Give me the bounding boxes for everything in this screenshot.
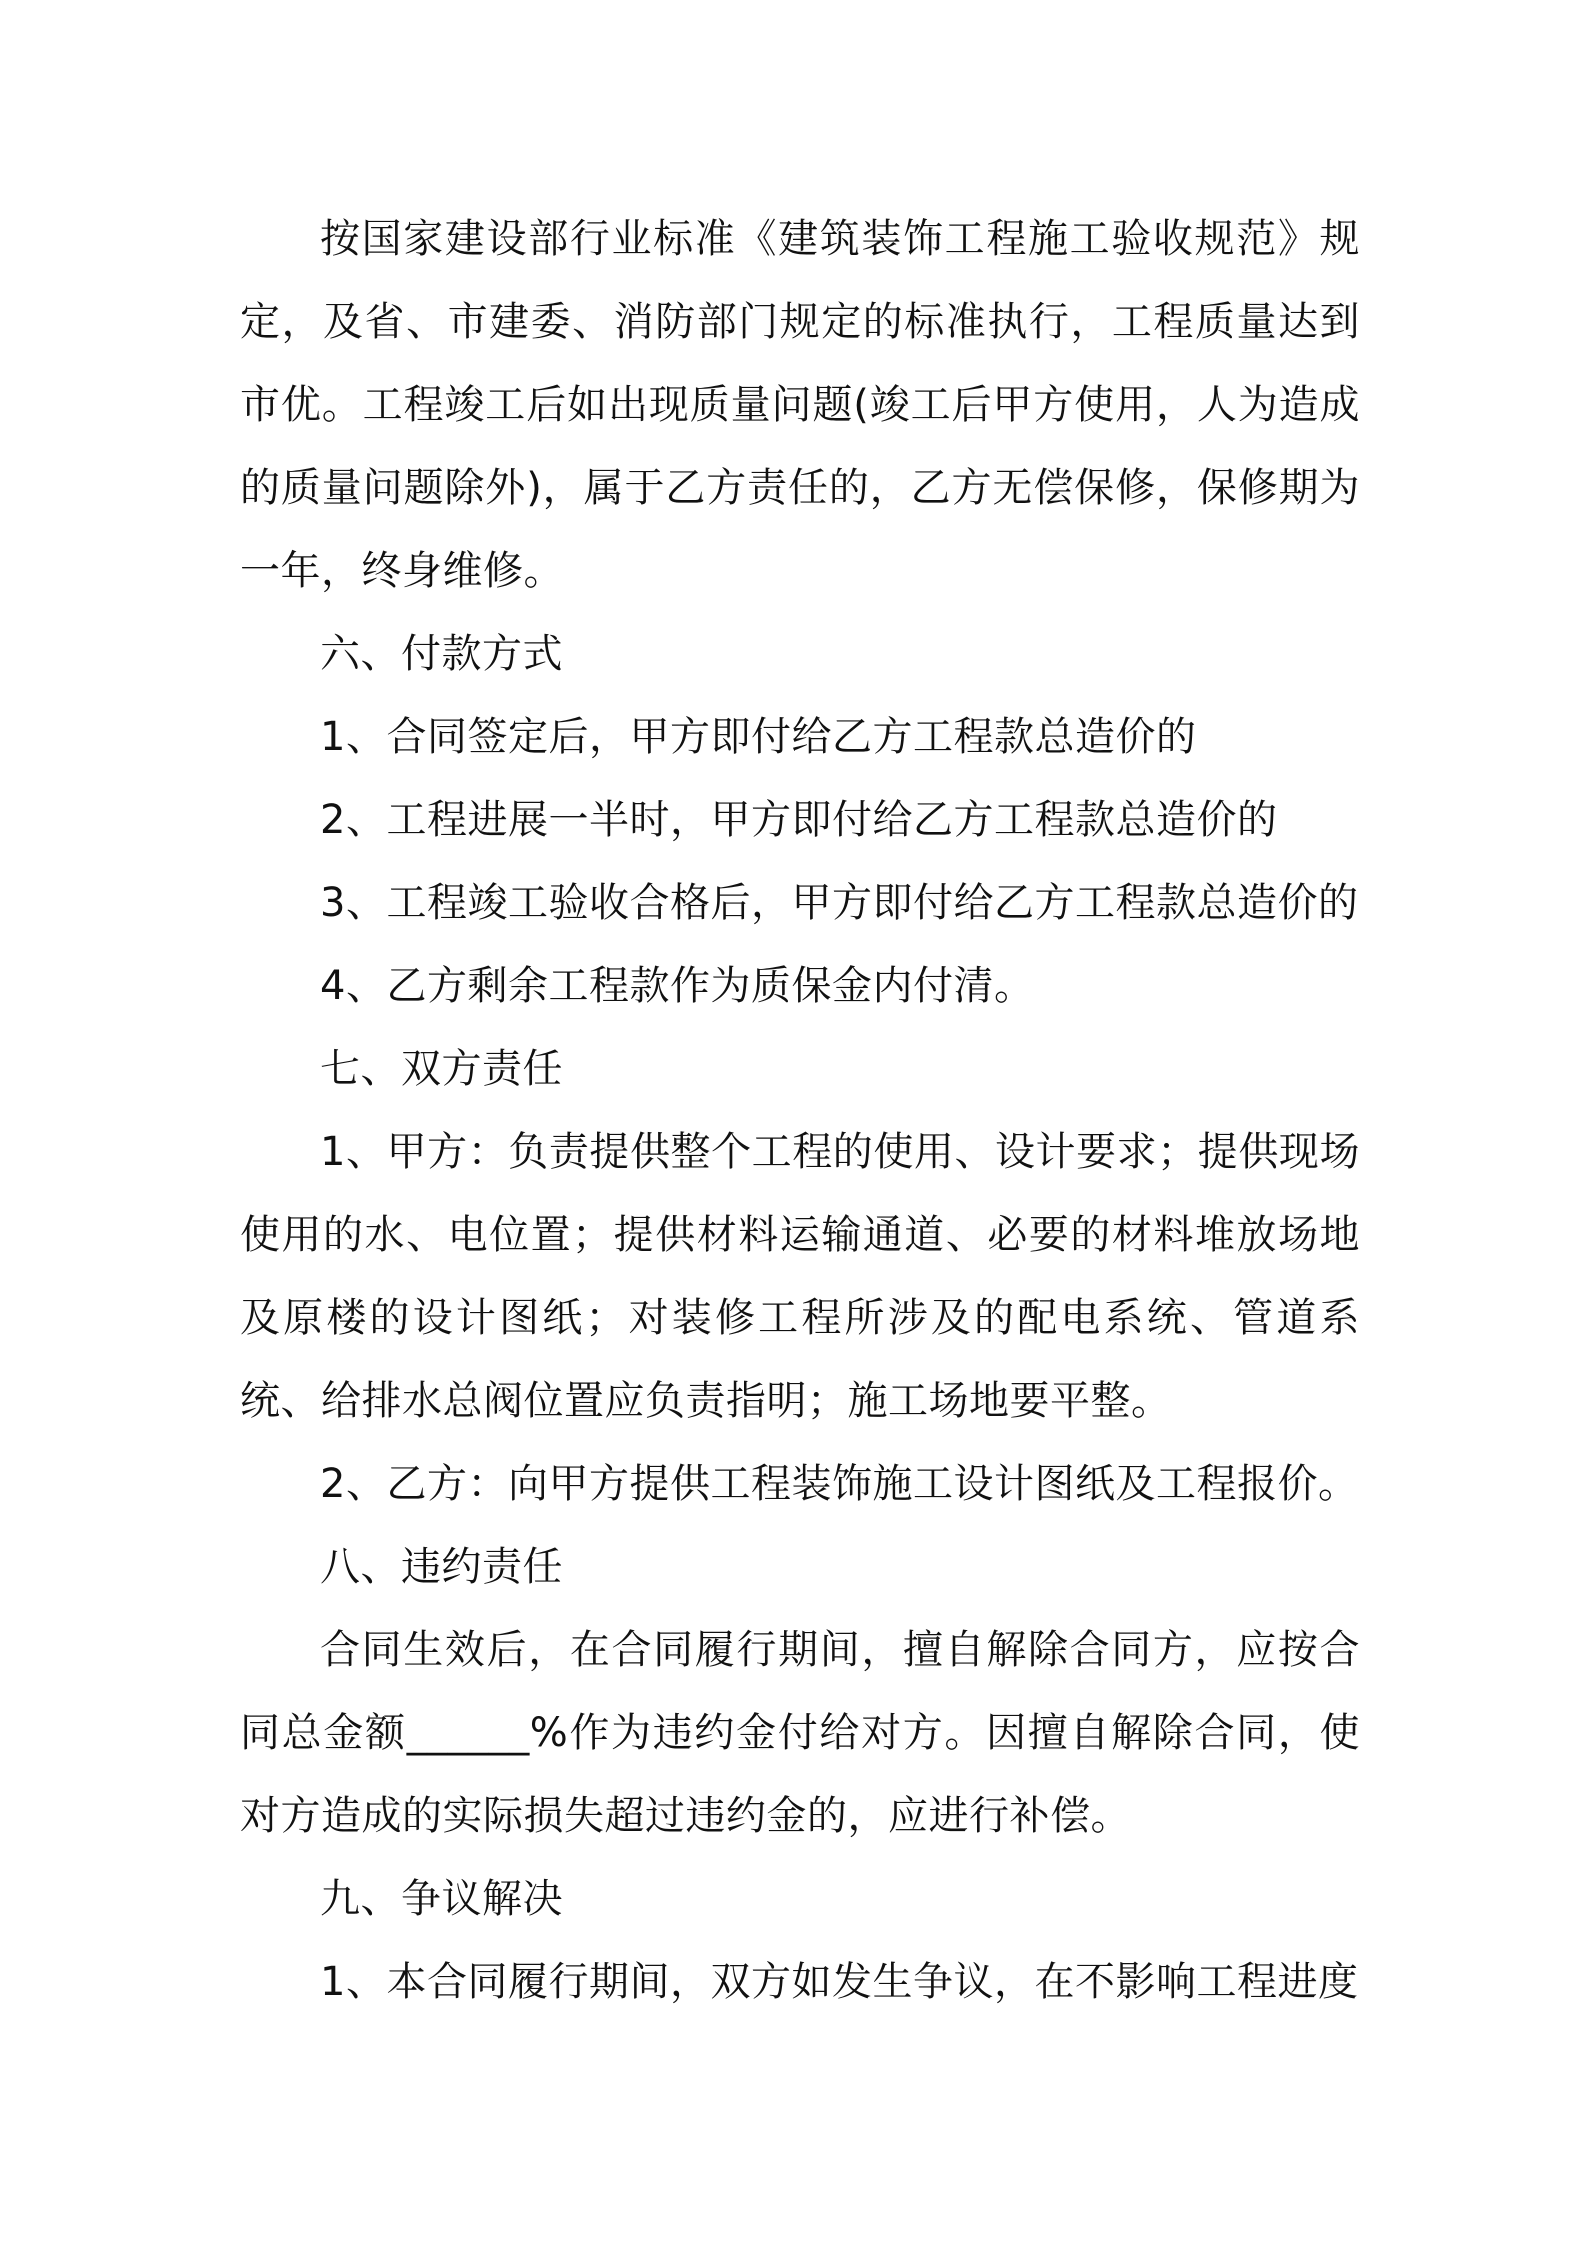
- document-body: [240, 198, 1360, 2024]
- payment-item-2: 2、工程进展一半时，甲方即付给乙方工程款总造价的: [320, 797, 1278, 843]
- heading-responsibilities: 七、双方责任: [320, 1046, 563, 1092]
- dispute-item-1: 1、本合同履行期间，双方如发生争议，在不影响工程进度: [320, 1959, 1359, 2005]
- payment-item-3: 3、工程竣工验收合格后，甲方即付给乙方工程款总造价的: [320, 880, 1359, 926]
- payment-item-1: 1、合同签定后，甲方即付给乙方工程款总造价的: [320, 714, 1197, 760]
- payment-item-4: 4、乙方剩余工程款作为质保金内付清。: [320, 963, 1035, 1009]
- heading-breach-liability: 八、违约责任: [320, 1544, 563, 1590]
- paragraph-quality-standard: 按国家建设部行业标准《建筑装饰工程施工验收规范》规定，及省、市建委、消防部门规定的标准执行，工程质量达到市优。工程竣工后如出现质量问题(竣工后甲方使用，人为造成的质量问题除外)，属于乙方责任的，乙方无偿保修，保修期为一年，终身维修。: [240, 216, 1360, 594]
- paragraph-breach-liability: 合同生效后，在合同履行期间，擅自解除合同方，应按合同总金额______%作为违约金付给对方。因擅自解除合同，使对方造成的实际损失超过违约金的，应进行补偿。: [240, 1627, 1360, 1839]
- responsibility-party-a: 1、甲方：负责提供整个工程的使用、设计要求；提供现场使用的水、电位置；提供材料运输通道、必要的材料堆放场地及原楼的设计图纸；对装修工程所涉及的配电系统、管道系统、给排水总阀位置应负责指明；施工场地要平整。: [240, 1129, 1360, 1424]
- heading-dispute-resolution: 九、争议解决: [320, 1876, 563, 1922]
- responsibility-party-b: 2、乙方：向甲方提供工程装饰施工设计图纸及工程报价。: [320, 1461, 1359, 1507]
- heading-payment-method: 六、付款方式: [320, 631, 563, 677]
